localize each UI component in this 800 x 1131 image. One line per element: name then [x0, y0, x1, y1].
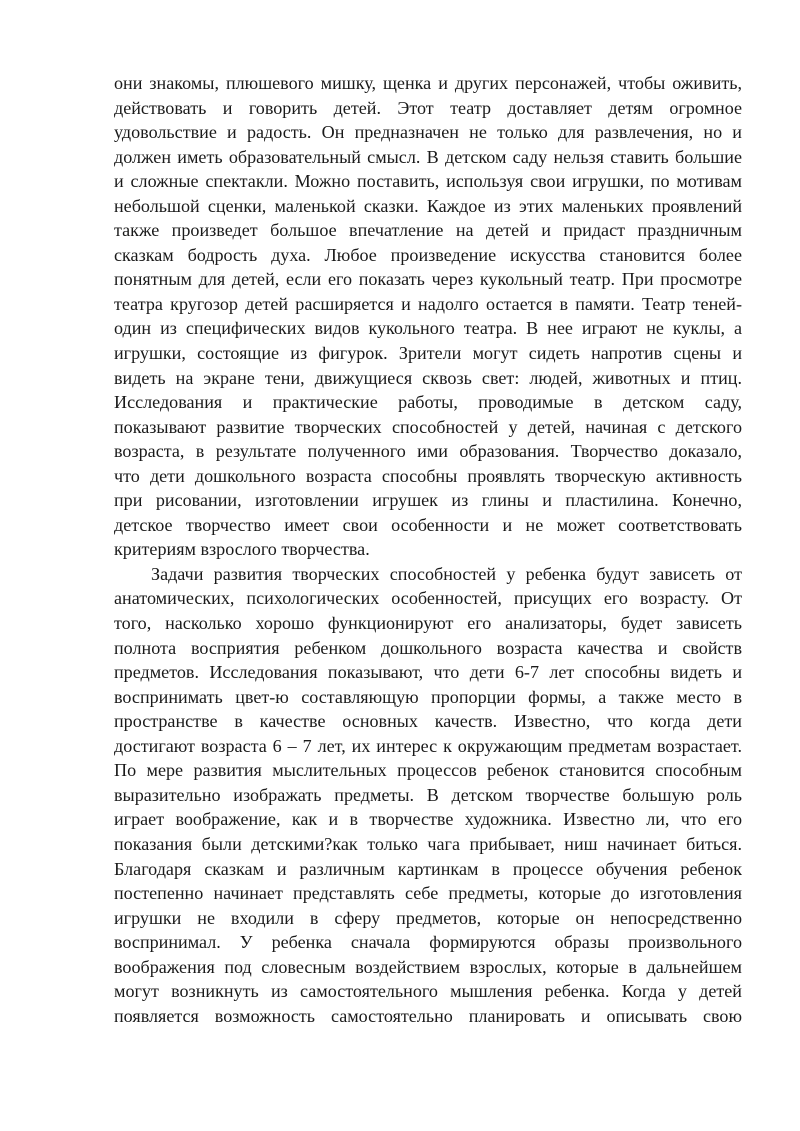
paragraph1-line: возраста, в результате полученного ими образования. Творчество доказало, [114, 441, 742, 462]
paragraph1-line: они знакомы, плюшевого мишку, щенка и других персонажей, чтобы оживить, [114, 73, 742, 93]
paragraph1-line: критериям взрослого творчества. [114, 539, 370, 560]
paragraph2-line: Благодаря сказкам и различным картинкам в процессе обучения ребенок [114, 858, 742, 879]
paragraph2-line: полнота восприятия ребенком дошкольного возраста качества и свойств [114, 637, 742, 658]
paragraph2-line: достигают возраста 6 – 7 лет, их интерес к окружающим предметам возрастает. [114, 735, 742, 756]
paragraph1-line: Исследования и практические работы, проводимые в детском саду, [114, 392, 742, 413]
paragraph2-line: постепенно начинает представлять себе предметы, которые до изготовления [114, 883, 742, 904]
paragraph1-line: детское творчество имеет свои особенности и не может соответствовать [114, 514, 742, 535]
paragraph2-line: появляется возможность самостоятельно планировать и описывать свою [114, 1005, 742, 1026]
paragraph2-line: По мере развития мыслительных процессов ребенок становится способным [114, 760, 742, 781]
paragraph2-line: того, насколько хорошо функционируют его анализаторы, будет зависеть [114, 613, 742, 634]
paragraph2-line: воображения под словесным воздействием взрослых, которые в дальнейшем [114, 956, 742, 977]
paragraph1-line: понятным для детей, если его показать через кукольный театр. При просмотре [114, 269, 742, 290]
paragraph-2 [114, 562, 742, 1028]
paragraph2-line: Задачи развития творческих способностей у ребенка будут зависеть от [151, 563, 742, 584]
paragraph2-line: могут возникнуть из самостоятельного мышления ребенка. Когда у детей [114, 981, 742, 1002]
paragraph2-line: воспринимать цвет-ю составляющую пропорции формы, а также место в [114, 686, 742, 707]
paragraph2-line: играет воображение, как и в творчестве художника. Известно ли, что его [114, 809, 742, 830]
paragraph1-line: театра кругозор детей расширяется и надолго остается в памяти. Театр теней- [114, 293, 742, 314]
paragraph1-line: должен иметь образовательный смысл. В детском саду нельзя ставить большие [114, 146, 742, 167]
paragraph1-line: видеть на экране тени, движущиеся сквозь свет: людей, животных и птиц. [114, 367, 742, 388]
paragraph2-line: пространстве в качестве основных качеств. Известно, что когда дети [114, 711, 742, 732]
paragraph1-line: что дети дошкольного возраста способны проявлять творческую активность [114, 465, 742, 486]
paragraph2-line: показания были детскими?как только чага прибывает, ниш начинает биться. [114, 833, 742, 854]
paragraph1-line: один из специфических видов кукольного театра. В нее играют не куклы, а [114, 318, 742, 339]
paragraph2-line: анатомических, психологических особенностей, присущих его возрасту. От [114, 588, 742, 609]
paragraph2-line: предметов. Исследования показывают, что дети 6-7 лет способны видеть и [114, 662, 742, 683]
document-page [114, 71, 742, 1028]
paragraph2-line: воспринимал. У ребенка сначала формируются образы произвольного [114, 932, 742, 953]
paragraph1-line: сказкам бодрость духа. Любое произведение искусства становится более [114, 244, 742, 265]
paragraph1-line: удовольствие и радость. Он предназначен не только для развлечения, но и [114, 122, 742, 143]
paragraph1-line: действовать и говорить детей. Этот театр доставляет детям огромное [114, 97, 742, 118]
paragraph1-line: небольшой сценки, маленькой сказки. Каждое из этих маленьких проявлений [114, 195, 742, 216]
paragraph1-line: при рисовании, изготовлении игрушек из глины и пластилина. Конечно, [114, 490, 742, 511]
paragraph1-line: и сложные спектакли. Можно поставить, используя свои игрушки, по мотивам [114, 171, 742, 192]
paragraph1-line: показывают развитие творческих способностей у детей, начиная с детского [114, 416, 742, 437]
paragraph2-line: игрушки не входили в сферу предметов, которые он непосредственно [114, 907, 742, 928]
paragraph-1 [114, 71, 742, 562]
paragraph2-line: выразительно изображать предметы. В детском творчестве большую роль [114, 784, 742, 805]
paragraph1-line: также произведет большое впечатление на детей и придаст праздничным [114, 220, 742, 241]
paragraph1-line: игрушки, состоящие из фигурок. Зрители могут сидеть напротив сцены и [114, 343, 742, 364]
